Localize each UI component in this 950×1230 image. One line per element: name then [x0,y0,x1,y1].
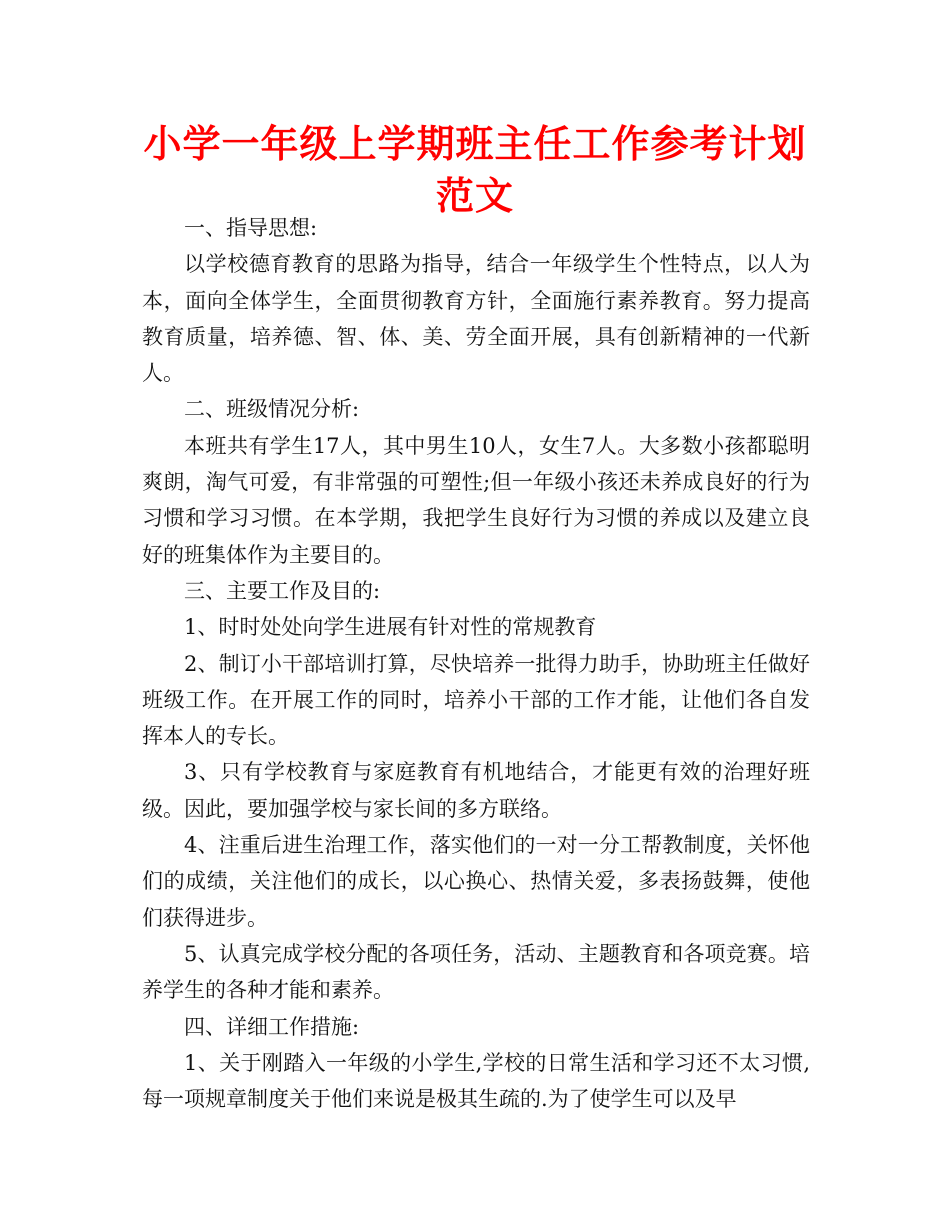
document-title: 小学一年级上学期班主任工作参考计划范文 [143,122,807,218]
heading-guiding-thought: 一、指导思想: [184,216,318,240]
heading-class-analysis: 二、班级情况分析: [184,397,360,422]
list-item: 4、注重后进生治理工作，落实他们的一对一分工帮教制度，关怀他们的成绩，关注他们的成长，以心换心、热情关爱，多表扬鼓舞，使他们获得进步。 [142,833,810,930]
list-item: 1、关于刚踏入一年级的小学生,学校的日常生活和学习还不太习惯,每一项规章制度关于他们来说是极其生疏的.为了使学生可以及早 [142,1050,810,1112]
heading-main-goals: 三、主要工作及目的: [184,578,381,603]
heading-work-measures: 四、详细工作措施: [184,1014,360,1039]
paragraph: 本班共有学生17人，其中男生10人，女生7人。大多数小孩都聪明爽朗，淘气可爱，有非常强的可塑性;但一年级小孩还未养成良好的行为习惯和学习习惯。在本学期，我把学生良好行为习惯的养成以及建立良好的班集体作为主要目的。 [142,433,810,567]
list-item: 3、只有学校教育与家庭教育有机地结合，才能更有效的治理好班级。因此，要加强学校与家长间的多方联络。 [142,760,810,821]
list-item: 5、认真完成学校分配的各项任务，活动、主题教育和各项竞赛。培养学生的各种才能和素养。 [142,941,810,1003]
list-item: 2、制订小干部培训打算，尽快培养一批得力助手，协助班主任做好班级工作。在开展工作的同时，培养小干部的工作才能，让他们各自发挥本人的专长。 [142,651,810,749]
document-body [142,210,810,1117]
list-item: 1、时时处处向学生进展有针对性的常规教育 [184,615,597,640]
paragraph: 以学校德育教育的思路为指导，结合一年级学生个性特点，以人为本，面向全体学生，全面贯彻教育方针，全面施行素养教育。努力提高教育质量，培养德、智、体、美、劳全面开展，具有创新精神的一代新人。 [142,252,810,386]
